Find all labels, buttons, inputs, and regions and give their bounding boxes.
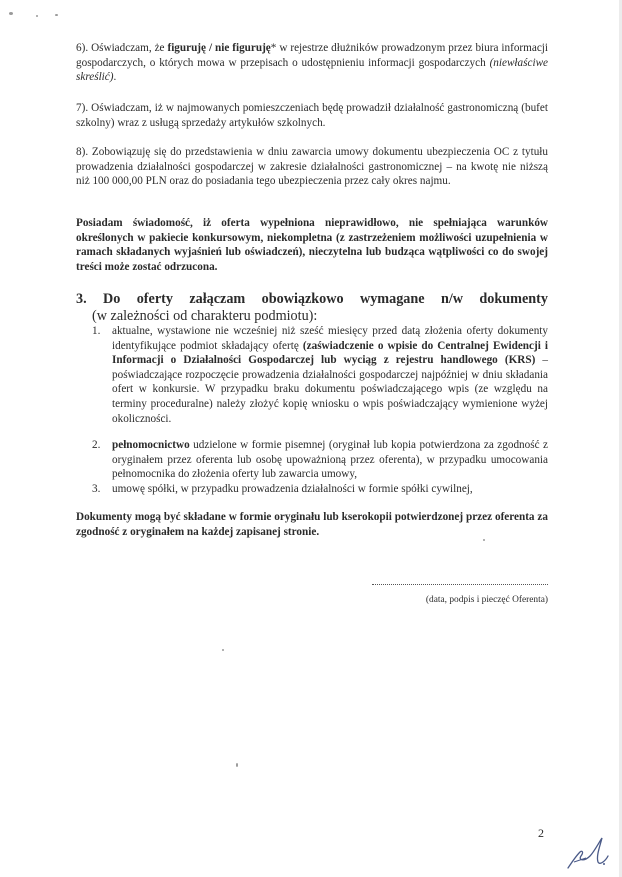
declaration-8: 8). Zobowiązuję się do przedstawienia w dniu zawarcia umowy dokumentu ubezpieczenia OC z tytułu prowadzenia działalności gospodarczej w zakresie działalności gastronomicznej – na kwotę nie niższą niż 100 000,00 PLN oraz do posiadania tego ubezpieczenia przez cały okres najmu. — [76, 146, 548, 188]
declaration-7: 7). Oświadczam, iż w najmowanych pomieszczeniach będę prowadził działalność gastronomiczną (bufet szkolny) wraz z usługą sprzedaży artykułów szkolnych. — [76, 102, 548, 129]
scan-speck — [222, 649, 224, 651]
declaration-6-italic: (niewłaściwe skreślić) — [76, 56, 548, 84]
document-item-3: umowę spółki, w przypadku prowadzenia działalności w formie spółki cywilnej, — [112, 483, 473, 495]
document-item-2-bold: pełnomocnictwo — [112, 439, 190, 451]
document-item-1-rest: – poświadczające rozpoczęcie prowadzenia działalności gospodarczej najpóźniej w dniu składania ofert w konkursie. W przypadku braku dokumentu poświadczającego wpis (ze względu na terminy proceduralne) należy złożyć kopię wniosku o wpis poświadczający wymienione wyżej okoliczności. — [112, 354, 549, 425]
scan-speck — [483, 539, 485, 541]
declaration-6-rest: * w rejestrze dłużników prowadzonym przez biura informacji gospodarczych, o których mowa w przepisach o udostępnieniu informacji gospodarczych — [76, 42, 548, 69]
document-item-2-rest: udzielone w formie pisemnej (oryginał lub kopia potwierdzona za zgodność z oryginałem przez oferenta lub osobę upoważnioną przez oferenta), w przypadku umocowania pełnomocnika do złożenia oferty lub zawarcia umowy, — [112, 439, 548, 481]
declaration-6-text: 6). Oświadczam, że — [76, 42, 168, 54]
signature-line — [372, 580, 548, 585]
page-number: 2 — [538, 826, 544, 840]
handwritten-signature-icon — [562, 832, 612, 872]
signature-caption: (data, podpis i pieczęć Oferenta) — [425, 595, 548, 605]
list-number: 1. — [92, 325, 101, 337]
document-item-1-bold: (zaświadczenie o wpisie do Centralnej Ewidencji i Informacji o Działalności Gospodarczej lub wyciąg z rejestru handlowego (KRS) — [112, 339, 548, 367]
document-item-2 — [112, 438, 548, 482]
scan-speck — [236, 763, 238, 767]
list-number: 3. — [92, 483, 101, 495]
section-3-subtitle: (w zależności od charakteru podmiotu): — [92, 308, 318, 324]
declaration-6 — [76, 41, 548, 85]
scan-speck — [36, 15, 38, 17]
awareness-statement: Posiadam świadomość, iż oferta wypełniona nieprawidłowo, nie spełniająca warunków określonych w pakiecie konkursowym, niekompletna (z zastrzeżeniem możliwości uzupełnienia w ramach składanych wyjaśnień lub oświadczeń), nieczytelna lub budząca wątpliwości co do swojej treści może zostać odrzucona. — [76, 217, 548, 273]
declaration-6-end: . — [113, 71, 117, 84]
document-item-1-text: aktualne, wystawione nie wcześniej niż sześć miesięcy przed datą złożenia oferty dokumenty identyfikujące podmiot składający ofertę — [112, 325, 548, 352]
scan-speck — [55, 14, 58, 16]
section-3-title: 3. Do oferty załączam obowiązkowo wymagane n/w dokumenty — [76, 291, 548, 307]
scan-speck — [9, 12, 13, 15]
documents-note: Dokumenty mogą być składane w formie oryginału lub kserokopii potwierdzonej przez oferenta za zgodność z oryginałem na każdej zapisanej stronie. — [76, 511, 548, 538]
list-number: 2. — [92, 439, 101, 451]
declaration-6-bold: figuruję / nie figuruję — [167, 42, 271, 54]
document-item-1 — [112, 324, 548, 426]
